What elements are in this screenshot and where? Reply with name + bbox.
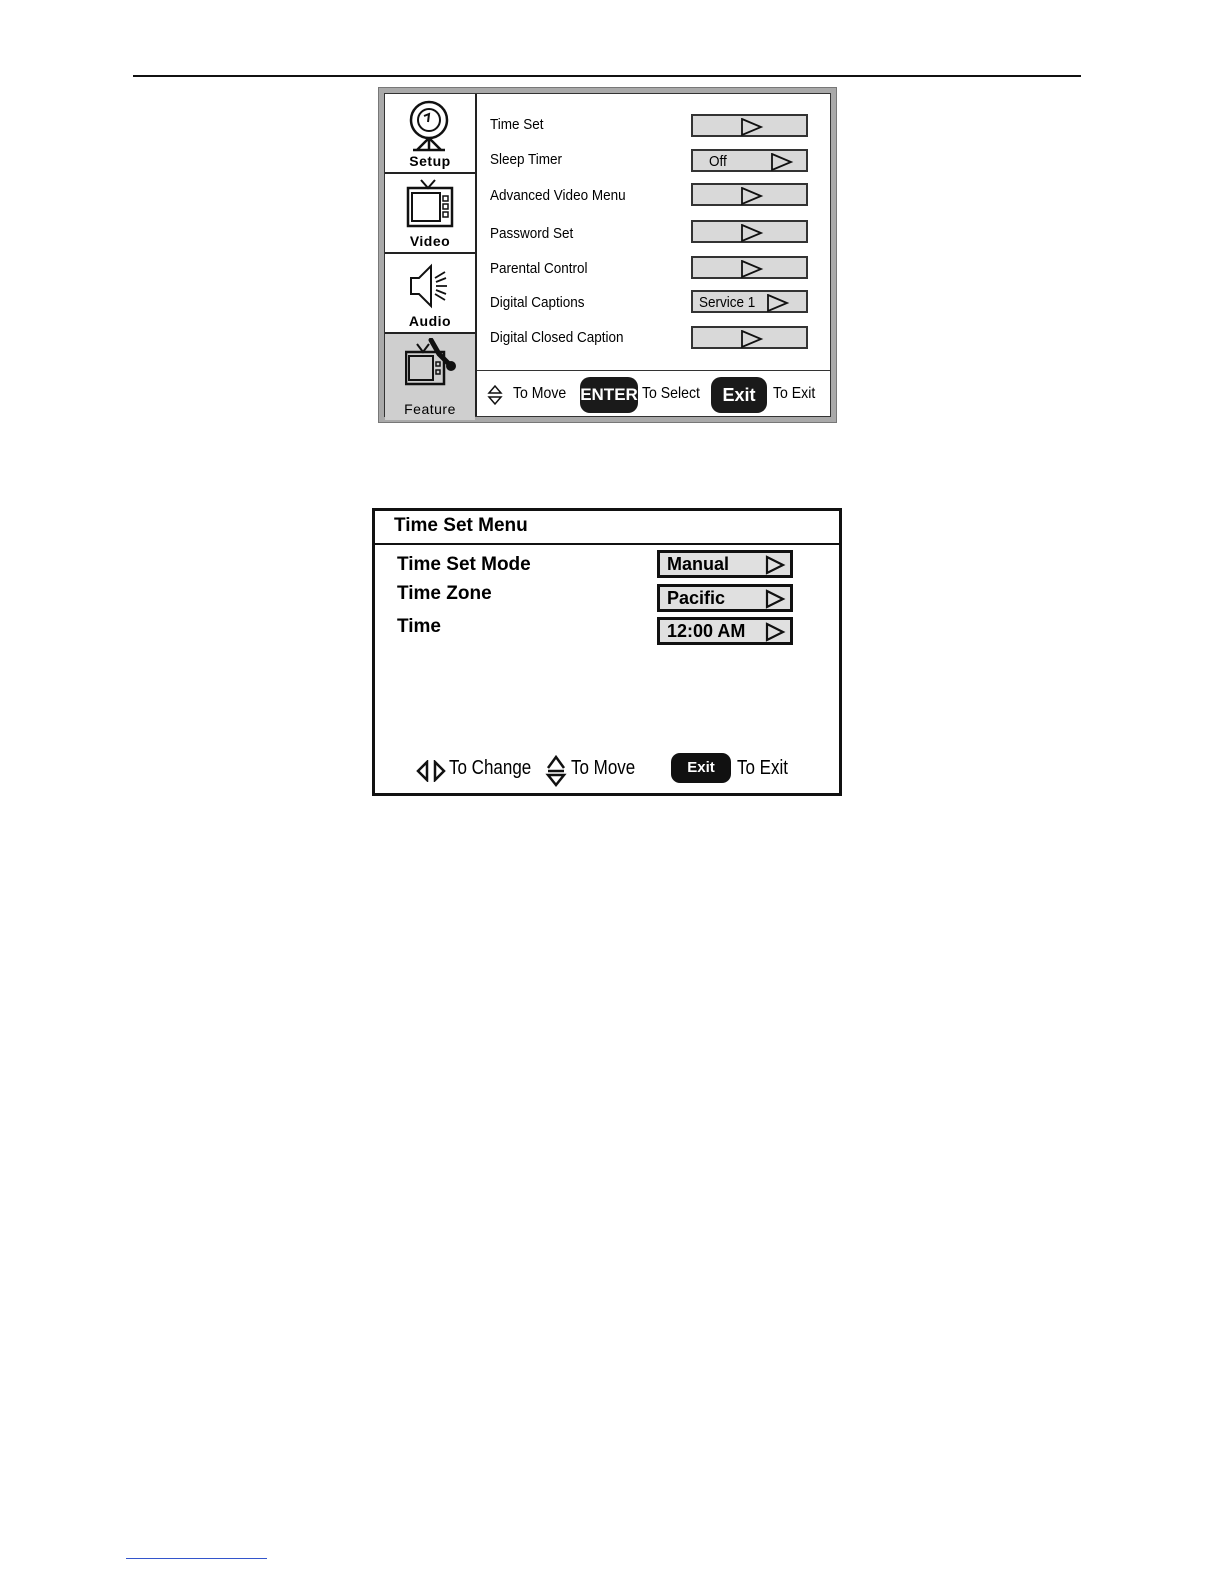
time-set-menu-header <box>375 511 839 545</box>
change-hint: To Change <box>449 757 532 779</box>
play-arrow-icon <box>765 294 791 312</box>
play-arrow-icon <box>764 589 786 609</box>
time-set-mode-value: Manual <box>667 554 730 574</box>
exit-hint: To Exit <box>773 385 816 402</box>
menu-item-password-set[interactable]: Password Set <box>490 225 574 242</box>
up-down-arrow-icon <box>545 754 567 788</box>
time-set-menu <box>372 508 842 796</box>
play-arrow-icon <box>764 555 786 575</box>
time-selector[interactable] <box>657 617 793 645</box>
tab-audio[interactable] <box>385 254 475 334</box>
menu-item-parental-control[interactable]: Parental Control <box>490 260 588 277</box>
play-arrow-icon <box>769 153 795 171</box>
play-arrow-icon <box>739 187 765 205</box>
feature-menu-panel <box>384 93 831 417</box>
menu-item-time-set[interactable]: Time Set <box>490 116 544 133</box>
left-right-arrow-icon <box>415 760 449 782</box>
time-set-button[interactable] <box>691 114 808 137</box>
page-top-rule <box>133 75 1081 77</box>
tv-icon <box>405 178 455 232</box>
move-hint: To Move <box>513 385 567 402</box>
move-hint: To Move <box>571 757 636 779</box>
tab-label: Video <box>409 233 451 249</box>
exit-hint: To Exit <box>737 757 789 779</box>
tab-setup[interactable] <box>385 94 475 174</box>
satellite-dish-icon <box>405 98 455 152</box>
digital-captions-selector[interactable] <box>691 290 808 313</box>
time-value: 12:00 AM <box>667 621 746 641</box>
tab-label: Audio <box>408 313 452 329</box>
password-set-button[interactable] <box>691 220 808 243</box>
menu-item-advanced-video-menu[interactable]: Advanced Video Menu <box>490 187 626 204</box>
time-zone-selector[interactable] <box>657 584 793 612</box>
feature-menu <box>378 87 837 423</box>
sleep-timer-value: Off <box>709 153 727 170</box>
menu-item-sleep-timer[interactable]: Sleep Timer <box>490 151 563 168</box>
up-down-arrow-icon <box>487 384 503 406</box>
time-set-mode-label[interactable]: Time Set Mode <box>397 554 531 575</box>
tab-label: Setup <box>409 153 451 169</box>
digital-closed-caption-button[interactable] <box>691 326 808 349</box>
time-set-mode-selector[interactable] <box>657 550 793 578</box>
time-zone-value: Pacific <box>667 588 726 608</box>
enter-key-badge: ENTER <box>580 377 638 413</box>
exit-key-badge: Exit <box>671 753 731 783</box>
time-set-menu-title: Time Set Menu <box>394 515 528 536</box>
play-arrow-icon <box>739 330 765 348</box>
select-hint: To Select <box>642 385 700 402</box>
time-zone-label[interactable]: Time Zone <box>397 583 492 604</box>
speaker-icon <box>405 258 455 312</box>
exit-key-badge: Exit <box>711 377 767 413</box>
tv-wrench-icon <box>405 338 461 392</box>
time-label[interactable]: Time <box>397 616 442 637</box>
advanced-video-menu-button[interactable] <box>691 183 808 206</box>
tab-video[interactable] <box>385 174 475 254</box>
tab-label: Feature <box>404 401 456 417</box>
digital-captions-value: Service 1 <box>699 294 756 311</box>
play-arrow-icon <box>739 118 765 136</box>
tab-feature[interactable] <box>385 334 475 420</box>
sleep-timer-selector[interactable] <box>691 149 808 172</box>
play-arrow-icon <box>739 260 765 278</box>
parental-control-button[interactable] <box>691 256 808 279</box>
feature-menu-footer <box>477 370 830 416</box>
page-bottom-rule <box>126 1558 267 1559</box>
menu-item-digital-captions[interactable]: Digital Captions <box>490 294 585 311</box>
play-arrow-icon <box>739 224 765 242</box>
menu-item-digital-closed-caption[interactable]: Digital Closed Caption <box>490 329 624 346</box>
play-arrow-icon <box>764 622 786 642</box>
side-tabs <box>385 94 477 416</box>
